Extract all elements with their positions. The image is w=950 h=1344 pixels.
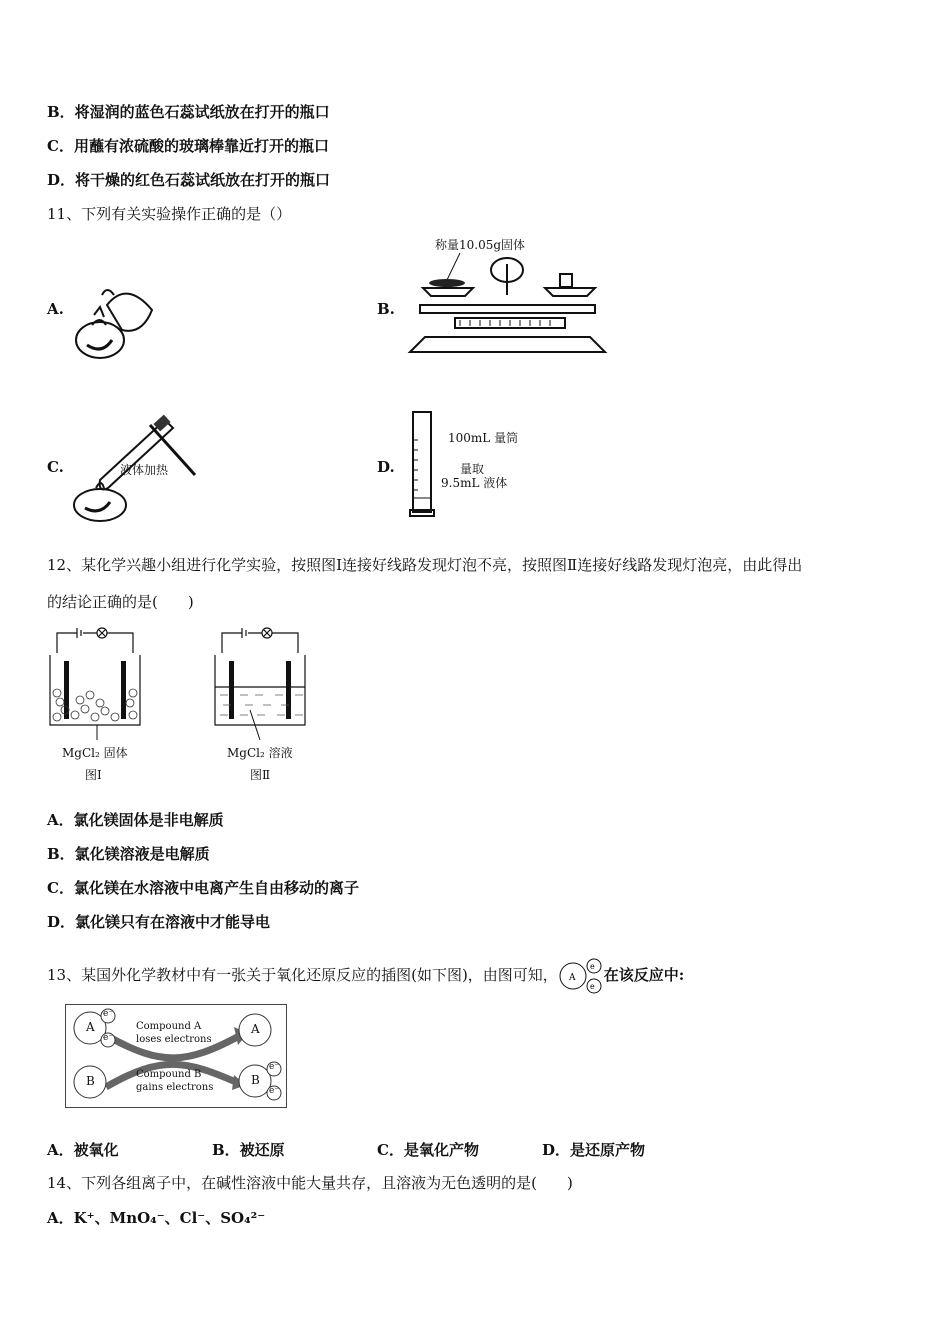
q14-option-a — [47, 1208, 265, 1228]
electron-label: e⁻ — [103, 1033, 114, 1043]
electron-label: e⁻ — [269, 1086, 280, 1096]
svg-text:e: e — [589, 962, 595, 971]
q12-stem-line1: 12、某化学兴趣小组进行化学实验，按照图Ⅰ连接好线路发现灯泡不亮，按照图Ⅱ连接好线路发现灯泡亮，由此得出 — [47, 556, 803, 574]
alcohol-lamp-lighting-figure — [72, 285, 162, 370]
heating-caption: 液体加热 — [120, 463, 169, 477]
q11-label-b: B. — [377, 300, 395, 318]
compound-a-text: Compound A — [136, 1021, 202, 1032]
atom-a-label: A — [86, 1020, 95, 1034]
a-with-electrons-icon — [558, 958, 604, 994]
q12-option-b: B．氯化镁溶液是电解质 — [47, 845, 210, 863]
q12-stem-line2: 的结论正确的是( ) — [47, 593, 194, 611]
q11-label-d: D. — [377, 458, 395, 476]
q12-option-d: D．氯化镁只有在溶液中才能导电 — [47, 913, 271, 931]
q11-label-a: A. — [47, 300, 64, 318]
balance-caption: 称量10.05g固体 — [435, 238, 526, 252]
electron-label: e⁻ — [103, 1009, 114, 1019]
q13-option-d: D．是还原产物 — [542, 1141, 646, 1159]
svg-text:e: e — [589, 982, 595, 991]
fig1-label: MgCl₂ 固体 — [62, 746, 128, 760]
q13-stem-line — [47, 958, 684, 994]
option-prefix: A． — [47, 1209, 74, 1227]
q12-option-a: A．氯化镁固体是非电解质 — [47, 811, 224, 829]
q12-option-c: C．氯化镁在水溶液中电离产生自由移动的离子 — [47, 879, 359, 897]
graduated-cylinder-figure — [408, 410, 438, 520]
q11-stem: 11、下列有关实验操作正确的是（） — [47, 205, 292, 223]
redox-diagram — [65, 1004, 287, 1108]
conductivity-circuit-figures — [45, 625, 315, 745]
measure-caption: 量取 — [460, 462, 485, 476]
fig2-label: MgCl₂ 溶液 — [227, 746, 293, 760]
q10-option-b: B．将湿润的蓝色石蕊试纸放在打开的瓶口 — [47, 103, 330, 121]
cylinder-caption: 100mL 量筒 — [448, 431, 519, 445]
atom-b-label: B — [86, 1074, 95, 1088]
q13-option-b: B．被还原 — [212, 1141, 285, 1159]
option-text: K⁺、MnO₄⁻、Cl⁻、SO₄²⁻ — [73, 1209, 266, 1227]
q10-option-c: C．用蘸有浓硫酸的玻璃棒靠近打开的瓶口 — [47, 137, 329, 155]
q13-option-c: C．是氧化产物 — [377, 1141, 479, 1159]
q13-stem-part1: 13、某国外化学教材中有一张关于氧化还原反应的插图(如下图)，由图可知， — [47, 966, 558, 984]
fig2-title: 图Ⅱ — [250, 768, 271, 782]
compound-b-text: Compound B — [136, 1069, 202, 1080]
atom-a-product-label: A — [251, 1022, 260, 1036]
q13-stem-part2: 在该反应中: — [603, 966, 685, 984]
balance-figure — [405, 250, 610, 365]
q14-stem: 14、下列各组离子中，在碱性溶液中能大量共存，且溶液为无色透明的是( ) — [47, 1174, 573, 1192]
electron-label: e⁻ — [269, 1062, 280, 1072]
atom-b-product-label: B — [251, 1073, 260, 1087]
svg-text:A: A — [568, 973, 576, 983]
q10-option-d: D．将干燥的红色石蕊试纸放在打开的瓶口 — [47, 171, 331, 189]
gains-electrons-text: gains electrons — [136, 1082, 214, 1093]
q13-option-a: A．被氧化 — [47, 1141, 119, 1159]
q11-label-c: C. — [47, 458, 64, 476]
loses-electrons-text: loses electrons — [136, 1034, 212, 1045]
fig1-title: 图Ⅰ — [85, 768, 102, 782]
volume-caption: 9.5mL 液体 — [441, 476, 508, 490]
